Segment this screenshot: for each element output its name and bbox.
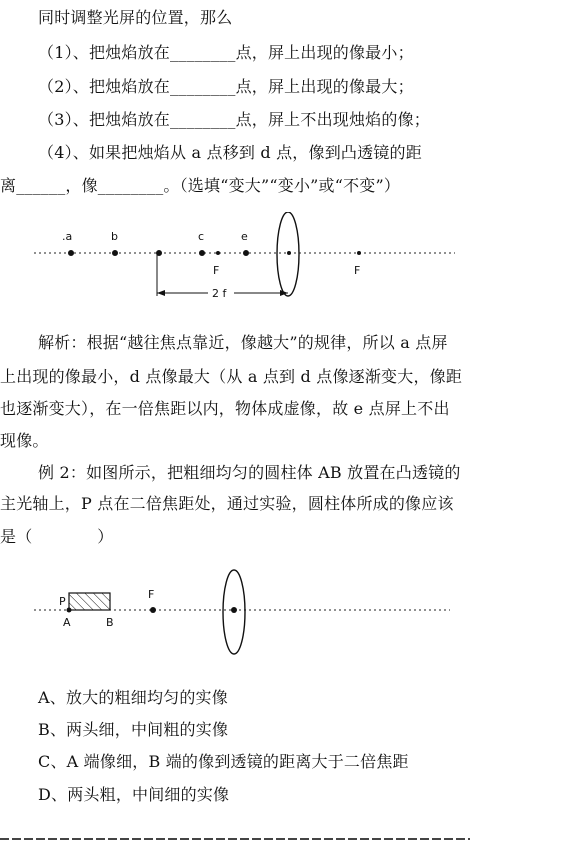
point-c	[199, 250, 205, 256]
analysis-line4: 现像。	[0, 431, 49, 450]
label-b: B	[106, 616, 114, 629]
label-f-left: F	[213, 264, 220, 277]
lens-center	[231, 607, 237, 613]
option-c: C、A 端像细，B 端的像到透镜的距离大于二倍焦距	[38, 752, 409, 771]
option-d: D、两头粗，中间细的实像	[38, 785, 230, 804]
option-b: B、两头细，中间粗的实像	[38, 720, 229, 739]
arrow-left	[157, 290, 165, 296]
question-4-line1: （4）、如果把烛焰从 a 点移到 d 点，像到凸透镜的距	[38, 143, 422, 162]
lens-center	[287, 251, 291, 255]
label-a: A	[63, 616, 71, 629]
point-f	[150, 607, 156, 613]
question-2: （2）、把烛焰放在________点，屏上出现的像最大；	[38, 77, 414, 96]
label-2f: 2 f	[212, 287, 227, 300]
label-f: F	[148, 588, 155, 601]
question-3: （3）、把烛焰放在________点，屏上不出现烛焰的像；	[38, 110, 430, 129]
label-c: c	[198, 230, 205, 243]
option-a: A、放大的粗细均匀的实像	[38, 688, 228, 707]
point-b	[112, 250, 118, 256]
intro-text: 同时调整光屏的位置，那么	[38, 8, 233, 27]
point-p	[67, 608, 72, 613]
example2-line3: 是（ ）	[0, 527, 114, 546]
point-e	[243, 250, 249, 256]
cropped-next-line	[0, 838, 570, 851]
example2-line2: 主光轴上，P 点在二倍焦距处，通过实验，圆柱体所成的像应该	[0, 494, 454, 513]
analysis-line2: 上出现的像最小，d 点像最大（从 a 点到 d 点像逐渐变大，像距	[0, 367, 463, 386]
analysis-line1: 解析：根据“越往焦点靠近，像越大”的规律，所以 a 点屏	[38, 333, 448, 352]
point-a	[68, 250, 74, 256]
analysis-line3: 也逐渐变大），在一倍焦距以内，物体成虚像，故 e 点屏上不出	[0, 399, 450, 418]
label-b: b	[111, 230, 118, 243]
lens-diagram-2	[0, 568, 570, 658]
label-f-right: F	[354, 264, 361, 277]
question-1: （1）、把烛焰放在________点，屏上出现的像最小；	[38, 43, 414, 62]
label-e: e	[241, 230, 248, 243]
question-4-line2: 离______，像________。（选填“变大”“变小”或“不变”）	[0, 176, 401, 195]
label-p: P	[59, 595, 66, 608]
point-f-left	[216, 251, 220, 255]
example2-line1: 例 2：如图所示，把粗细均匀的圆柱体 AB 放置在凸透镜的	[38, 463, 461, 482]
cylinder-ab	[69, 593, 110, 610]
lens-diagram-1	[0, 212, 570, 312]
label-a: .a	[62, 230, 73, 243]
point-f-right	[357, 251, 361, 255]
